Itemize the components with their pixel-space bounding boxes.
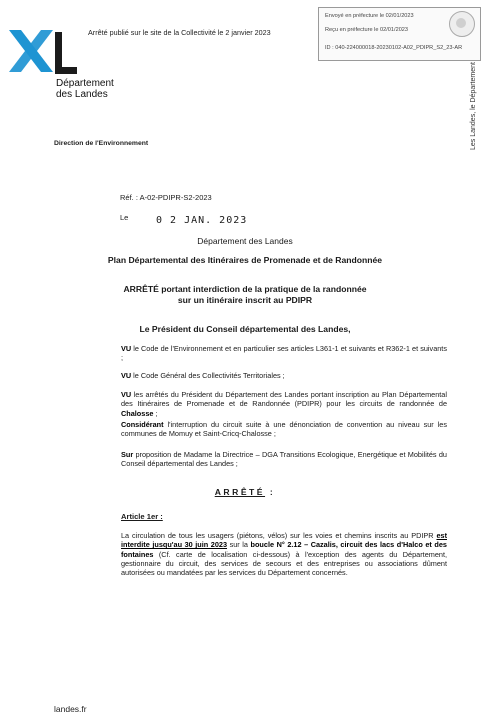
vu-text: le Code Général des Collectivités Territoriales ;: [131, 371, 285, 380]
direction-label: Direction de l'Environnement: [54, 140, 149, 147]
plan-title: Plan Départemental des Itinéraires de Promenade et de Randonnée: [107, 255, 383, 265]
department-name-line2: des Landes: [56, 89, 108, 100]
date-prefix: Le: [120, 213, 129, 222]
footer-website: landes.fr: [54, 704, 87, 714]
vu-lead: VU: [121, 344, 132, 353]
prefecture-stamp: [318, 7, 481, 61]
vu-lead: VU: [121, 390, 132, 399]
sur-proposition-clause: [121, 450, 447, 469]
considerant-text: l'interruption du circuit suite à une dénonciation de convention au niveau sur les communes de Momuy et Saint-Cricq-Chalosse ;: [121, 420, 447, 439]
article-1-body: [121, 531, 447, 577]
vu-text: le Code de l'Environnement et en particulier ses articles L361-1 et suivants et R362-1 et suivants ;: [121, 344, 447, 363]
stamp-sent-line: Envoyé en préfecture le 02/01/2023: [325, 13, 414, 19]
stamp-id-line: ID : 040-224000018-20230102-A02_PDIPR_S2_23-AR: [325, 45, 463, 51]
vu-arretes: [121, 390, 447, 418]
arrete-heading: [30, 487, 460, 497]
vu-lead: VU: [121, 371, 132, 380]
president-heading: Le Président du Conseil départemental des Landes,: [139, 324, 351, 334]
article-1-boucle: boucle N° 2.12 – Cazalis, circuit des lacs d'Halco et des fontaines: [121, 540, 447, 559]
sur-lead: Sur: [121, 450, 134, 459]
vu-end: ;: [153, 408, 158, 418]
vu-text: les arrêtés du Président du Département des Landes portant inscription au Plan Départemental des Itinéraires de Promenade et de Randonnée (PDIPR) pour les circuits de randonnée de: [121, 390, 447, 409]
seal-icon: [449, 11, 475, 37]
arrete-title: [30, 284, 460, 306]
stamp-received-line: Reçu en préfecture le 02/01/2023: [325, 27, 409, 33]
article-1-text-3: (Cf. carte de localisation ci-dessous) à l'exception des agents du Département, gestionnaire du circuit, des services de secours et des entreprises ou associations dûment autorisées ou mandatées par les services du Département concernés.: [121, 549, 447, 578]
issuer: Département des Landes: [197, 236, 293, 246]
logo-l-mark: [53, 32, 77, 74]
side-margin-text: Les Landes, le Département: [470, 62, 477, 150]
arrete-title-line1: ARRÊTÉ portant interdiction de la pratique de la randonnée: [123, 284, 367, 294]
department-name: [56, 78, 114, 100]
vu-collectivites-code: [121, 371, 447, 380]
article-1-text-1: La circulation de tous les usagers (piétons, vélos) sur les voies et chemins inscrits au PDIPR: [121, 531, 437, 540]
department-name-line1: Département: [56, 78, 114, 89]
vu-environment-code: [121, 344, 447, 363]
reference-number: Réf. : A-02-PDIPR-S2-2023: [120, 193, 212, 202]
date-stamp: 0 2 JAN. 2023: [156, 215, 248, 226]
arrete-word: ARRÊTÉ: [214, 487, 266, 497]
considerant-lead: Considérant: [121, 420, 164, 429]
publication-notice: Arrêté publié sur le site de la Collectivité le 2 janvier 2023: [88, 28, 271, 37]
logo-x-mark: [5, 30, 57, 72]
sur-text: proposition de Madame la Directrice – DGA Transitions Ecologique, Energétique et Mobilités du Conseil départemental des Landes ;: [121, 450, 447, 469]
arrete-colon: :: [265, 487, 276, 497]
article-1-heading: Article 1er :: [121, 512, 163, 521]
article-1-text-2: sur la: [227, 540, 251, 550]
considerant-clause: [121, 420, 447, 439]
arrete-title-line2: sur un itinéraire inscrit au PDIPR: [177, 295, 313, 305]
article-1-interdiction: est interdite jusqu'au 30 juin 2023: [121, 531, 447, 550]
vu-chalosse: Chalosse: [121, 408, 154, 418]
